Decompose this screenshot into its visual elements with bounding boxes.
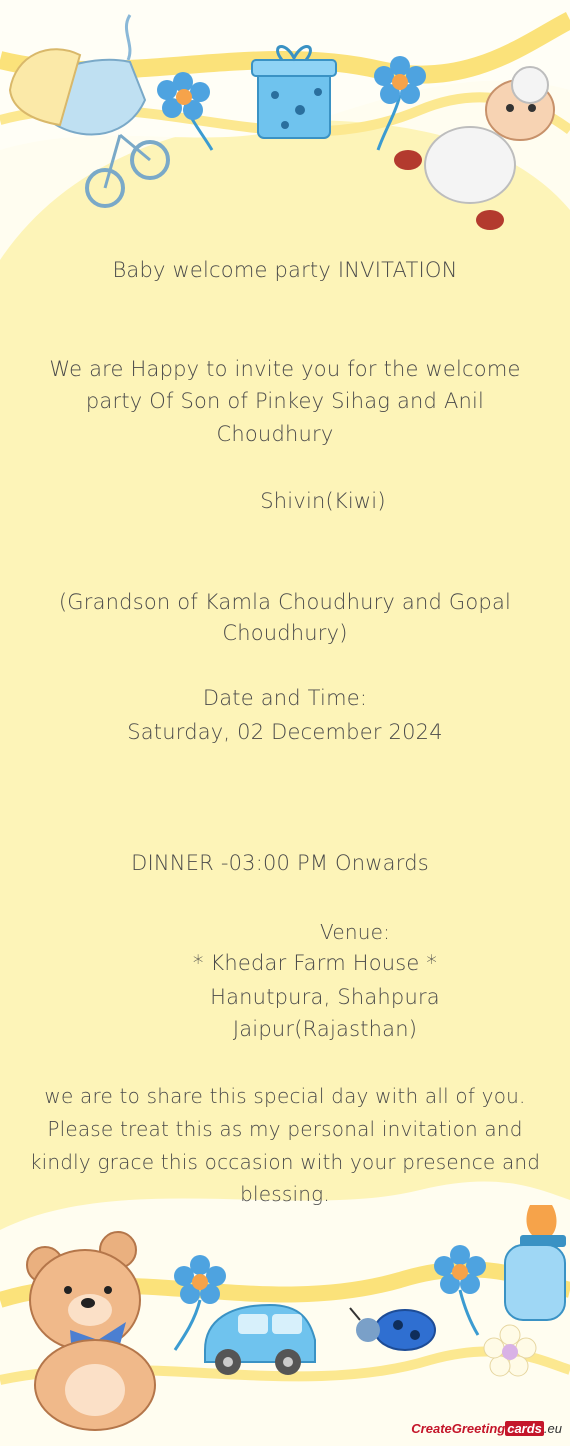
brand-watermark[interactable] bbox=[411, 1421, 562, 1436]
dinner-time: DINNER -03:00 PM Onwards bbox=[131, 851, 429, 875]
intro-line-3: Choudhury bbox=[216, 422, 334, 446]
brand-name: CreateGreeting bbox=[411, 1421, 506, 1436]
closing-line-3: kindly grace this occasion with your presence and bbox=[29, 1150, 541, 1174]
venue-address-2: Jaipur(Rajasthan) bbox=[232, 1017, 418, 1041]
intro-line-1: We are Happy to invite you for the welcome bbox=[49, 357, 521, 381]
venue-name: * Khedar Farm House * bbox=[192, 951, 438, 975]
grandson-line-2: Choudhury) bbox=[222, 621, 348, 645]
venue-address-1: Hanutpura, Shahpura bbox=[210, 985, 440, 1009]
venue-label: Venue: bbox=[319, 920, 391, 944]
closing-line-4: blessing. bbox=[240, 1182, 330, 1206]
intro-line-2: party Of Son of Pinkey Sihag and Anil bbox=[85, 389, 485, 413]
closing-line-2: Please treat this as my personal invitation and bbox=[47, 1117, 523, 1141]
grandson-line-1: (Grandson of Kamla Choudhury and Gopal bbox=[58, 590, 512, 614]
closing-line-1: we are to share this special day with all of you. bbox=[44, 1084, 526, 1108]
date-label: Date and Time: bbox=[202, 686, 368, 710]
brand-suffix: .eu bbox=[543, 1421, 562, 1436]
invitation-title: Baby welcome party INVITATION bbox=[112, 258, 458, 282]
date-value: Saturday, 02 December 2024 bbox=[127, 720, 443, 744]
brand-cards: cards bbox=[507, 1421, 542, 1436]
baby-name: Shivin(Kiwi) bbox=[260, 489, 386, 513]
